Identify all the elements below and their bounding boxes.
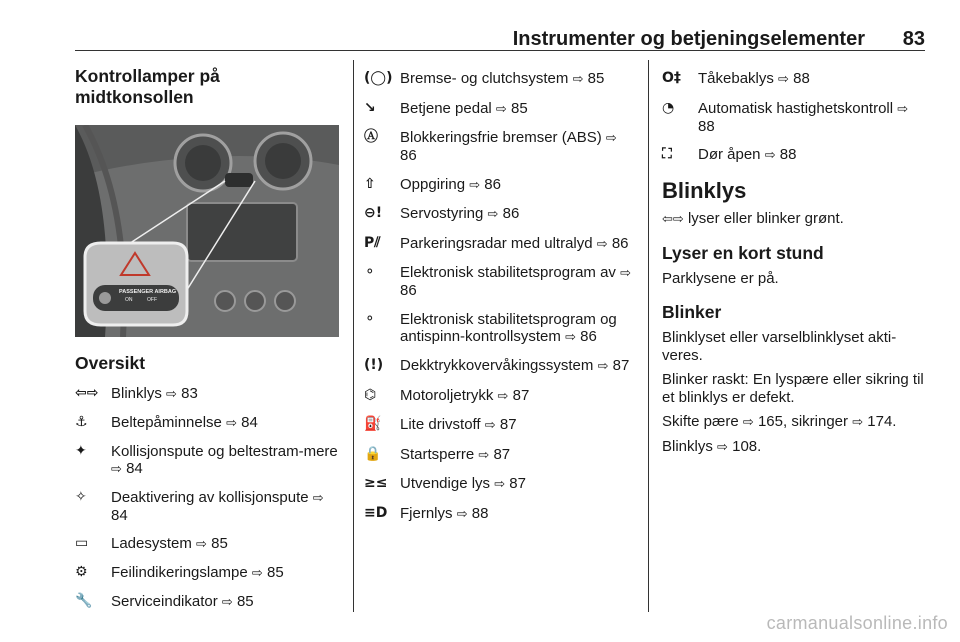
page-ref-link[interactable]: 88	[779, 146, 797, 163]
blinker-paragraph-4: Blinklys ⇨ 108.	[662, 438, 762, 455]
header-rule	[75, 50, 925, 51]
page-ref-arrow-icon: ⇨	[605, 131, 617, 146]
page-ref-arrow-icon: ⇨	[742, 415, 754, 430]
indicator-list-right	[662, 70, 927, 164]
short-time-text: Parklysene er på.	[662, 270, 779, 287]
overview-heading: Oversikt	[75, 353, 146, 373]
page-ref-link[interactable]: 84	[126, 460, 143, 477]
page-ref-link[interactable]: 87	[499, 416, 517, 433]
column-divider-left	[353, 60, 354, 612]
list-item-text: Serviceindikator ⇨ 85	[111, 593, 254, 610]
page-ref-arrow-icon: ⇨	[778, 72, 789, 87]
page-ref-link[interactable]: 88	[471, 504, 489, 522]
engine-check-icon: ⚙	[75, 564, 88, 580]
page-ref-link[interactable]: 86	[484, 175, 501, 193]
page-ref-link[interactable]: 87	[612, 357, 630, 374]
list-item	[364, 235, 634, 253]
esc-icon: ⚬	[364, 264, 376, 280]
page-ref-link[interactable]: 88	[698, 117, 715, 135]
column-divider-right	[648, 60, 649, 612]
page-ref-link[interactable]: 86	[502, 205, 520, 222]
page-ref-arrow-icon: ⇨	[620, 266, 631, 281]
exterior-lights-icon: ≥≤	[364, 475, 388, 491]
list-item-text: Parkeringsradar med ultralyd ⇨ 86	[400, 234, 629, 252]
upshift-icon: ⇧	[364, 175, 376, 192]
middle-column	[364, 70, 634, 534]
page-ref-arrow-icon: ⇨	[764, 148, 776, 163]
blinker-paragraph-3: Skifte pære ⇨ 165, sikringer ⇨ 174.	[662, 413, 897, 430]
airbag-off-icon: ✧	[75, 489, 87, 505]
list-item	[364, 505, 634, 523]
page-ref-arrow-icon: ⇨	[565, 329, 576, 345]
list-item-text: Kollisjonspute og beltestram-mere ⇨ 84	[111, 443, 338, 477]
list-item-text: Blinklys ⇨ 83	[111, 385, 198, 402]
rear-fog-icon: O‡	[662, 70, 681, 86]
page-ref-arrow-icon: ⇨	[717, 440, 728, 455]
page-ref-arrow-icon: ⇨	[221, 595, 233, 610]
page-ref-link[interactable]: 174	[867, 413, 893, 430]
list-item	[364, 387, 634, 405]
page-ref-link[interactable]: 85	[211, 535, 228, 552]
list-item-text: Feilindikeringslampe ⇨ 85	[111, 564, 284, 581]
page-ref-link[interactable]: 85	[236, 593, 254, 610]
airbag-panel-label: PASSENGER AIRBAG	[119, 289, 177, 295]
page-ref-link[interactable]: 85	[266, 564, 284, 581]
airbag-off-label: OFF	[147, 297, 157, 303]
page-ref-arrow-icon: ⇨	[897, 101, 909, 117]
oil-pressure-icon: ⌬	[364, 386, 377, 403]
immobilizer-icon: 🔒	[364, 445, 382, 462]
page-ref-link[interactable]: 86	[580, 327, 597, 345]
page-ref-link[interactable]: 165	[757, 413, 783, 430]
page-ref-arrow-icon: ⇨	[251, 566, 263, 581]
brake-icon: (◯)	[364, 70, 393, 86]
page-ref-arrow-icon: ⇨	[494, 477, 506, 492]
page-ref-arrow-icon: ⇨	[487, 207, 499, 222]
cruise-control-icon: ◔	[662, 99, 675, 116]
page-ref-arrow-icon: ⇨	[484, 418, 496, 433]
list-item-text: Blokkeringsfrie bremser (ABS) ⇨ 86	[400, 129, 617, 164]
list-item	[364, 264, 634, 299]
list-item	[364, 205, 634, 223]
page-ref-link[interactable]: 108	[732, 438, 758, 455]
page-ref-link[interactable]: 87	[493, 445, 511, 463]
list-item-text: Deaktivering av kollisjonspute ⇨ 84	[111, 489, 324, 524]
battery-icon: ▭	[75, 535, 89, 551]
door-open-icon: ⛶	[662, 146, 672, 162]
list-item	[75, 564, 343, 582]
page-ref-arrow-icon: ⇨	[478, 447, 490, 463]
service-icon: 🔧	[75, 593, 93, 609]
list-item-text: Automatisk hastighetskontroll ⇨ 88	[698, 99, 909, 135]
tyre-pressure-icon: (!)	[364, 357, 384, 373]
blinklys-text: lyser eller blinker grønt.	[687, 210, 844, 227]
list-item	[364, 416, 634, 434]
list-item	[364, 100, 634, 118]
page-ref-arrow-icon: ⇨	[469, 177, 481, 193]
section-heading: Kontrollamper på midtkonsollen	[75, 66, 220, 107]
page-ref-link[interactable]: 84	[241, 414, 258, 431]
list-item	[662, 100, 927, 135]
console-photo	[75, 125, 339, 337]
watermark: carmanualsonline.info	[766, 613, 948, 633]
page-ref-link[interactable]: 84	[111, 507, 128, 524]
abs-icon: Ⓐ	[364, 129, 378, 145]
blinker-heading: Blinker	[662, 302, 722, 322]
page-ref-link[interactable]: 86	[611, 234, 629, 252]
page-ref-arrow-icon: ⇨	[111, 462, 122, 477]
pedal-icon: ↘	[364, 99, 376, 116]
list-item-text: Bremse- og clutchsystem ⇨ 85	[400, 70, 605, 87]
seatbelt-reminder-icon: ⚓	[75, 414, 88, 430]
list-item	[75, 385, 343, 403]
page-ref-link[interactable]: 87	[509, 475, 526, 492]
page-ref-arrow-icon: ⇨	[495, 101, 507, 117]
short-time-heading: Lyser en kort stund	[662, 243, 824, 263]
list-item-text: Lite drivstoff ⇨ 87	[400, 416, 517, 433]
page-ref-link[interactable]: 85	[587, 70, 605, 87]
list-item-text: Elektronisk stabilitetsprogram og antispinn-kontrollsystem ⇨ 86	[400, 310, 617, 345]
list-item	[364, 357, 634, 375]
list-item	[75, 593, 343, 611]
list-item-text: Oppgiring ⇨ 86	[400, 175, 501, 193]
high-beam-icon: ≡D	[364, 504, 388, 521]
list-item-text: Utvendige lys ⇨ 87	[400, 475, 526, 492]
list-item-text: Startsperre ⇨ 87	[400, 445, 511, 463]
list-item	[75, 489, 343, 524]
power-steering-icon: ⊖!	[364, 205, 383, 221]
blinker-paragraph-2: Blinker raskt: En lyspære eller sikring til et blinklys er defekt.	[662, 371, 924, 406]
list-item	[75, 443, 343, 478]
console-illustration	[75, 125, 339, 337]
list-item	[75, 414, 343, 432]
page-ref-arrow-icon: ⇨	[596, 236, 608, 252]
page-ref-link[interactable]: 86	[400, 147, 417, 164]
airbag-on-label: ON	[125, 297, 133, 303]
list-item-text: Ladesystem ⇨ 85	[111, 535, 228, 552]
overview-list	[75, 385, 343, 611]
page-ref-link[interactable]: 86	[400, 282, 417, 299]
page-ref-link[interactable]: 87	[512, 386, 530, 404]
list-item	[364, 475, 634, 493]
list-item	[364, 311, 634, 346]
blinker-paragraph-1: Blinklyset eller varselblinklyset akti-veres.	[662, 329, 897, 364]
low-fuel-icon: ⛽	[364, 416, 382, 432]
turn-signal-icon: ⇦⇨	[75, 385, 99, 401]
list-item	[364, 176, 634, 194]
list-item	[364, 70, 634, 88]
page-ref-arrow-icon: ⇨	[166, 387, 177, 402]
blinklys-heading: Blinklys	[662, 178, 747, 203]
indicator-list	[364, 70, 634, 523]
list-item-text: Tåkebaklys ⇨ 88	[698, 70, 810, 87]
page-header	[75, 28, 925, 50]
page-ref-arrow-icon: ⇨	[597, 359, 609, 374]
page-ref-link[interactable]: 83	[181, 385, 198, 402]
list-item-text: Beltepåminnelse ⇨ 84	[111, 414, 258, 431]
list-item	[364, 129, 634, 164]
list-item-text: Dør åpen ⇨ 88	[698, 146, 797, 163]
list-item	[662, 70, 927, 88]
list-item-text: Betjene pedal ⇨ 85	[400, 99, 528, 117]
page-number: 83	[902, 28, 925, 50]
list-item-text: Motoroljetrykk ⇨ 87	[400, 386, 530, 404]
list-item-text: Servostyring ⇨ 86	[400, 205, 520, 222]
page-ref-link[interactable]: 88	[793, 70, 810, 87]
parking-radar-icon: P⫽	[364, 234, 381, 251]
list-item-text: Elektronisk stabilitetsprogram av ⇨ 86	[400, 264, 631, 299]
page-ref-arrow-icon: ⇨	[312, 491, 324, 506]
list-item	[75, 535, 343, 553]
list-item-text: Dekktrykkovervåkingssystem ⇨ 87	[400, 357, 630, 374]
page-title: Instrumenter og betjeningselementer	[512, 28, 865, 50]
list-item	[662, 146, 927, 164]
esc-traction-icon: ⚬	[364, 310, 376, 327]
airbag-icon: ✦	[75, 443, 87, 459]
list-item	[364, 446, 634, 464]
page-ref-arrow-icon: ⇨	[852, 415, 864, 430]
turn-signal-icon: ⇦⇨	[662, 212, 684, 227]
page-ref-arrow-icon: ⇨	[572, 72, 584, 87]
page-ref-arrow-icon: ⇨	[196, 537, 207, 552]
page-ref-arrow-icon: ⇨	[226, 416, 237, 431]
page-ref-arrow-icon: ⇨	[456, 506, 468, 522]
page-ref-link[interactable]: 85	[511, 99, 528, 117]
page-ref-arrow-icon: ⇨	[497, 388, 509, 404]
right-column	[662, 70, 927, 463]
list-item-text: Fjernlys ⇨ 88	[400, 504, 489, 522]
left-column	[75, 66, 343, 611]
